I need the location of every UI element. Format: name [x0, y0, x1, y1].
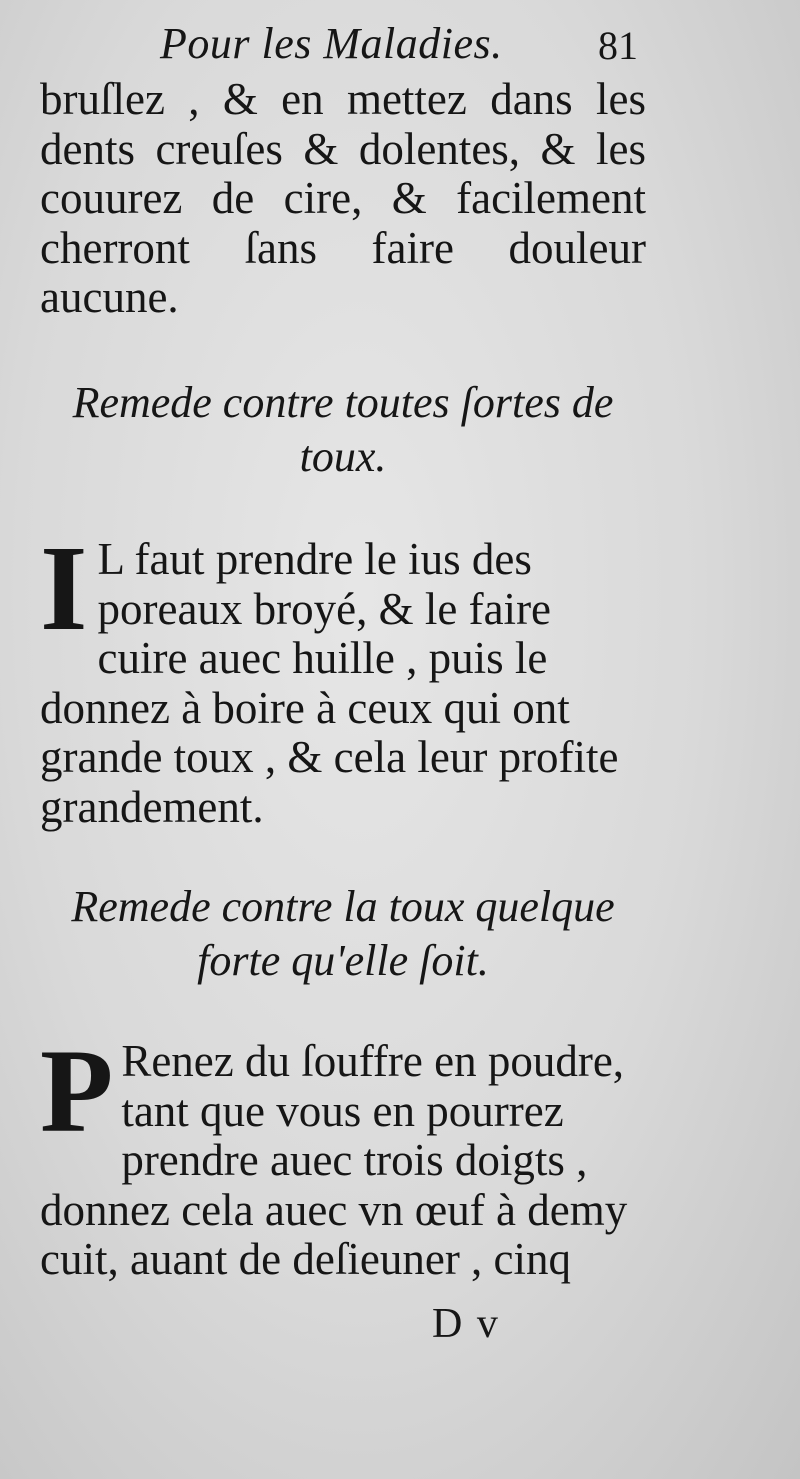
- section-heading-cough-remedy: Remede contre toutes ſortes de toux.: [72, 378, 614, 481]
- running-title: Pour les Maladies.: [160, 19, 503, 68]
- signature-mark: D v: [432, 1301, 500, 1347]
- drop-cap: I: [40, 521, 88, 656]
- paragraph-text: L faut prendre le ius des poreaux broyé, & le faire cuire auec huille , puis le donnez à boire à ceux qui ont grande toux , & cela leur profite grandement.: [40, 534, 619, 832]
- page-header: [0, 18, 800, 78]
- section-heading-any-cough-remedy: Remede contre la toux quelque forte qu'elle ſoit.: [71, 882, 615, 985]
- section-body-cough-remedy: [40, 521, 646, 832]
- paragraph-text: Renez du ſouffre en poudre, tant que vous en pourrez prendre auec trois doigts , donnez cela auec vn œuf à demy cuit, auant de deſieuner , cinq: [40, 1036, 628, 1284]
- continued-paragraph: bruſlez , & en mettez dans les dents creuſes & dolentes, & les couurez de cire, & facilement cherront ſans faire douleur aucune.: [40, 74, 646, 322]
- section-body-any-cough-remedy: [40, 1024, 646, 1285]
- drop-cap: P: [40, 1024, 114, 1157]
- page-number: 81: [598, 23, 638, 68]
